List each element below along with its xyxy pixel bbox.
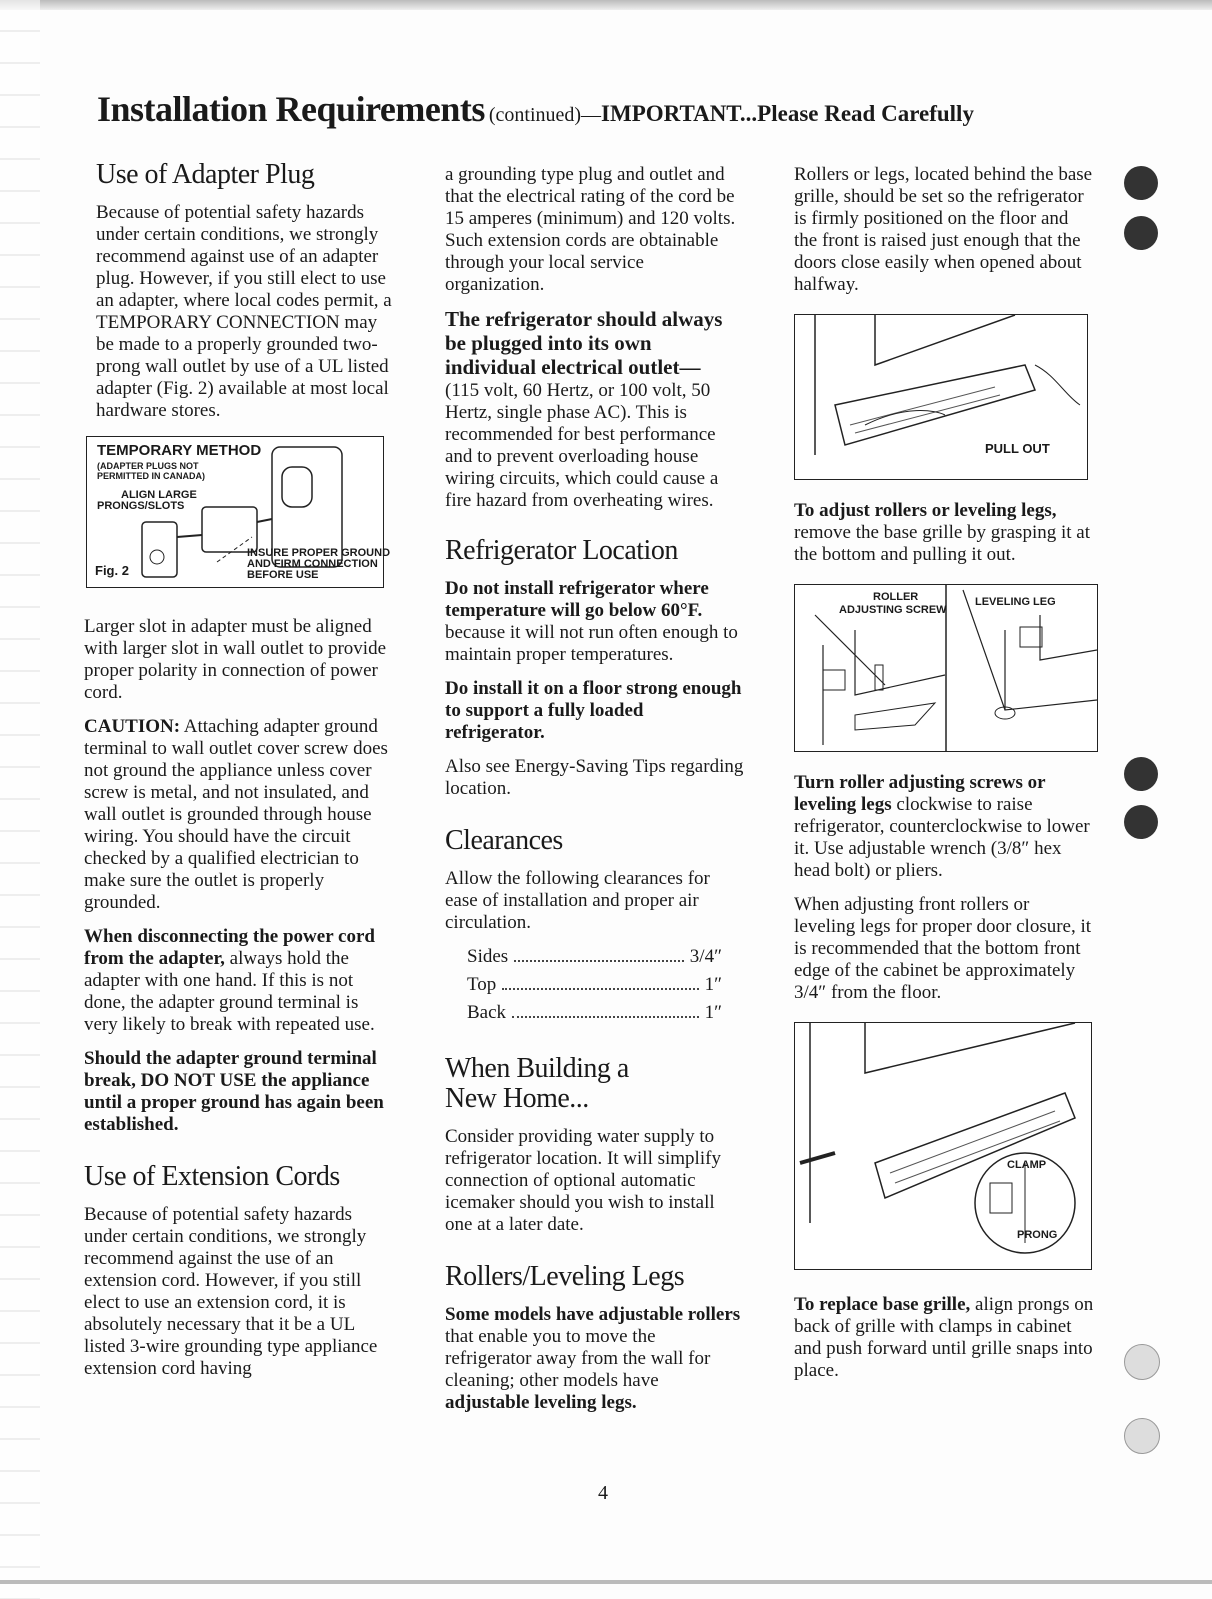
- fig2-align-1: ALIGN LARGE: [121, 489, 197, 501]
- clearance-value: 3/4″: [689, 946, 722, 967]
- disconnect-text: always hold the adapter with one hand. If this is not done, the adapter ground terminal is very likely to break with repeated use.: [84, 948, 375, 1035]
- clearances-list: [445, 946, 745, 1024]
- clamp-label: CLAMP: [1007, 1159, 1047, 1171]
- scan-edge-left: [0, 0, 40, 1599]
- column-1: [72, 160, 392, 1392]
- leveling-leg-label: LEVELING LEG: [975, 596, 1056, 608]
- page-number: 4: [598, 1482, 608, 1504]
- prong-label: PRONG: [1017, 1229, 1058, 1241]
- fig2-insure-3: BEFORE USE: [247, 569, 319, 581]
- replace-grille-paragraph: [794, 1294, 1094, 1382]
- scan-edge-bottom: [0, 1580, 1212, 1584]
- rollers-bold: Some models have adjustable rollers: [445, 1304, 741, 1325]
- clearances-paragraph: Allow the following clearances for ease of installation and proper air circulation.: [445, 868, 710, 933]
- heading-location: Refrigerator Location: [445, 535, 678, 566]
- punch-hole: [1124, 1418, 1160, 1454]
- fig2-align-2: PRONGS/SLOTS: [97, 500, 185, 512]
- temperature-text: because it will not run often enough to maintain proper temperatures.: [445, 622, 738, 665]
- figure-2-adapter: [86, 436, 391, 588]
- disconnect-bold: When disconnecting the power cord from the adapter,: [84, 926, 375, 969]
- page-title: [97, 88, 974, 130]
- replace-grille-bold: To replace base grille,: [794, 1294, 971, 1315]
- rollers-paragraph: [445, 1304, 745, 1414]
- punch-hole: [1124, 757, 1158, 791]
- own-outlet-text: (115 volt, 60 Hertz, or 100 volt, 50 Hertz, single phase AC). This is recommended for best performance and to prevent overloading house wiring circuits, which could cause a fire hazard from overheating wires.: [445, 380, 719, 511]
- door-closure-paragraph: When adjusting front rollers or leveling legs for proper door closure, it is recommended that the bottom front edge of the cabinet be approximately 3/4″ from the floor.: [794, 894, 1092, 1003]
- punch-hole: [1124, 166, 1158, 200]
- disconnect-paragraph: [84, 926, 394, 1036]
- ground-warning: Should the adapter ground terminal break, DO NOT USE the appliance until a proper ground has again been established.: [84, 1048, 384, 1135]
- adjust-bold: To adjust rollers or leveling legs,: [794, 500, 1057, 521]
- turn-screws-text: clockwise to raise refrigerator, counterclockwise to lower it. Use adjustable wrench (3/8″ hex head bolt) or pliers.: [794, 794, 1090, 881]
- punch-hole: [1124, 216, 1158, 250]
- figure-pull-out-grille: [794, 314, 1088, 480]
- clearance-row: [467, 974, 722, 996]
- turn-screws-paragraph: [794, 772, 1094, 882]
- clearance-name: Sides: [467, 946, 509, 967]
- clearance-value: 1″: [704, 1002, 722, 1023]
- own-outlet-paragraph: [445, 308, 745, 512]
- temperature-paragraph: [445, 578, 745, 666]
- roller-label-2: ADJUSTING SCREW: [839, 604, 947, 616]
- extension-continued: a grounding type plug and outlet and that the electrical rating of the cord be 15 amperes (minimum) and 120 volts. Such extension cords are obtainable through your local service organization.: [445, 164, 736, 295]
- replace-grille-text: align prongs on back of grille with clamps in cabinet and push forward until grille snaps into place.: [794, 1294, 1094, 1381]
- new-home-paragraph: Consider providing water supply to refrigerator location. It will simplify connection of optional automatic icemaker should you wish to install one at a later date.: [445, 1126, 721, 1235]
- own-outlet-bold: The refrigerator should always be plugged into its own individual electrical outlet—: [445, 307, 723, 379]
- roller-label-1: ROLLER: [873, 591, 919, 603]
- heading-extension-cords: Use of Extension Cords: [84, 1161, 340, 1192]
- clearance-name: Top: [467, 974, 497, 995]
- rollers-position-paragraph: Rollers or legs, located behind the base grille, should be set so the refrigerator is firmly positioned on the floor and the front is raised just enough that the doors close easily when opened about halfway.: [794, 164, 1093, 295]
- punch-hole: [1124, 805, 1158, 839]
- extension-paragraph: Because of potential safety hazards under certain conditions, we strongly recommend against the use of an extension cord. However, if you still elect to use an extension cord, it is absolutely necessary that it be a UL listed 3-wire grounding type appliance extension cord having: [84, 1204, 378, 1379]
- clearance-row: [467, 1002, 722, 1024]
- clearance-row: [467, 946, 722, 968]
- column-3: [794, 164, 1094, 1394]
- title-main: Installation Requirements: [97, 89, 485, 129]
- polarity-paragraph: Larger slot in adapter must be aligned with larger slot in wall outlet to provide proper polarity in connection of power cord.: [84, 616, 387, 703]
- caution-text: Attaching adapter ground terminal to wall outlet cover screw does not ground the appliance unless cover screw is metal, and not insulated, and wall outlet is grounded through house wiring. You should have the circuit checked by a qualified electrician to make sure the outlet is properly grounded.: [84, 716, 388, 913]
- temperature-bold: Do not install refrigerator where temperature will go below 60°F.: [445, 578, 709, 621]
- column-2: [445, 164, 745, 1426]
- heading-new-home: When Building a New Home...: [445, 1053, 629, 1114]
- fig2-insure-1: INSURE PROPER GROUND: [247, 547, 391, 559]
- fig2-insure-2: AND FIRM CONNECTION: [247, 558, 378, 570]
- rollers-text: that enable you to move the refrigerator away from the wall for cleaning; other models have: [445, 1326, 711, 1391]
- adapter-paragraph: Because of potential safety hazards under certain conditions, we strongly recommend against use of an adapter plug. However, if you still elect to use an adapter, where local codes permit, a TEMPORARY CONNECTION may be made to a properly grounded two-prong wall outlet by use of a UL listed adapter (Fig. 2) available at most local hardware stores.: [96, 202, 392, 421]
- heading-clearances: Clearances: [445, 825, 563, 856]
- title-important: IMPORTANT...Please Read Carefully: [601, 101, 974, 126]
- rollers-bold-2: adjustable leveling legs.: [445, 1392, 637, 1413]
- fig2-label: Fig. 2: [95, 563, 129, 578]
- fig2-note-1: (ADAPTER PLUGS NOT: [97, 461, 199, 471]
- heading-rollers: Rollers/Leveling Legs: [445, 1261, 685, 1292]
- scan-edge-top: [0, 0, 1212, 10]
- fig2-note-2: PERMITTED IN CANADA): [97, 471, 205, 481]
- punch-hole: [1124, 1344, 1160, 1380]
- figure-roller-leveling: [794, 584, 1098, 752]
- clearance-value: 1″: [704, 974, 722, 995]
- energy-tips: Also see Energy-Saving Tips regarding location.: [445, 756, 744, 799]
- floor-paragraph: Do install it on a floor strong enough to support a fully loaded refrigerator.: [445, 678, 742, 743]
- caution-label: CAUTION:: [84, 716, 181, 737]
- adjust-text: remove the base grille by grasping it at the bottom and pulling it out.: [794, 522, 1090, 565]
- heading-adapter-plug: Use of Adapter Plug: [96, 159, 315, 190]
- fig2-title: TEMPORARY METHOD: [97, 442, 262, 459]
- pull-out-label: PULL OUT: [985, 441, 1050, 456]
- caution-paragraph: [84, 716, 394, 914]
- figure-clamp-prong: [794, 1022, 1092, 1270]
- adjust-paragraph: [794, 500, 1094, 566]
- turn-screws-bold: Turn roller adjusting screws or leveling legs: [794, 772, 1046, 815]
- clearance-name: Back: [467, 1002, 507, 1023]
- title-continued: (continued)—: [488, 104, 602, 126]
